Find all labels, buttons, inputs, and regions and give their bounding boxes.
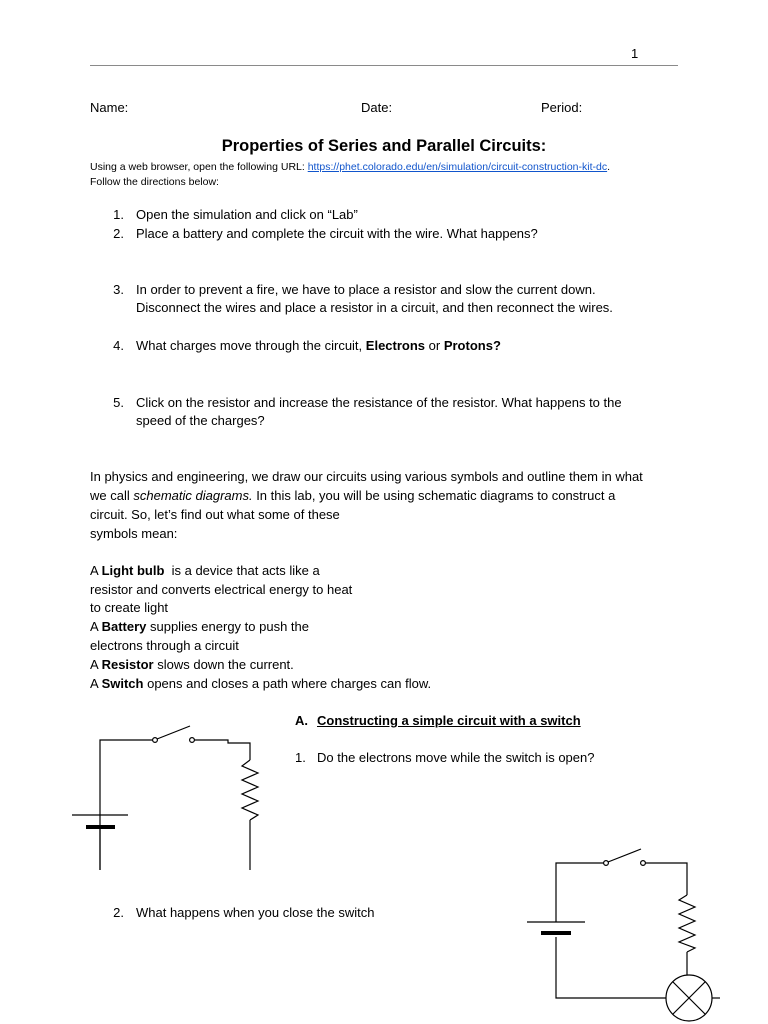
date-label: Date: — [361, 100, 393, 115]
question-number: 1. — [295, 750, 306, 765]
circuit-wire — [556, 863, 604, 922]
step-text-mid: or — [425, 338, 444, 353]
period-label: Period: — [541, 100, 583, 115]
section-a-heading: Constructing a simple circuit with a switch — [317, 713, 581, 728]
circuit-wire — [645, 863, 687, 895]
schematic-term: schematic diagrams. — [133, 488, 253, 503]
resistor-term: Resistor — [101, 657, 154, 672]
step-text: Disconnect the wires and place a resistor in a circuit, and then reconnect the wires. — [136, 300, 613, 315]
definition-text: electrons through a circuit — [90, 638, 239, 653]
light-bulb-filament — [673, 982, 705, 1014]
paragraph-text: we call — [90, 488, 134, 503]
paragraph-text: In this lab, you will be using schematic diagrams to construct a — [252, 488, 616, 503]
section-a-letter: A. — [295, 713, 308, 728]
article: A — [90, 619, 102, 634]
definition-text: opens and closes a path where charges can flow. — [143, 676, 432, 691]
intro-prefix: Using a web browser, open the following URL: — [90, 161, 308, 173]
definition-text: is a device that acts like a — [164, 563, 320, 578]
switch-terminal — [641, 861, 646, 866]
question-text: Do the electrons move while the switch is open? — [317, 750, 595, 765]
paragraph-line: symbols mean: — [90, 526, 178, 541]
electrons-term: Electrons — [365, 338, 426, 353]
simulation-link[interactable]: https://phet.colorado.edu/en/simulation/circuit-construction-kit-dc — [307, 161, 608, 173]
battery-short-plate — [541, 931, 571, 935]
battery-term: Battery — [101, 619, 147, 634]
definition-text: to create light — [90, 600, 169, 615]
step-text: Open the simulation and click on “Lab” — [136, 207, 358, 222]
intro-line-2: Follow the directions below: — [90, 176, 219, 188]
step-text: speed of the charges? — [136, 413, 265, 428]
name-label: Name: — [90, 100, 129, 115]
step-text: In order to prevent a fire, we have to place a resistor and slow the current down. — [136, 282, 596, 297]
step-text: Click on the resistor and increase the resistance of the resistor. What happens to the — [136, 395, 622, 410]
page-title: Properties of Series and Parallel Circuits: — [221, 137, 547, 155]
page-number: 1 — [631, 46, 639, 61]
switch-lever — [608, 849, 641, 862]
light-bulb-term: Light bulb — [101, 563, 165, 578]
article: A — [90, 676, 102, 691]
step-number: 2. — [113, 226, 124, 241]
step-text-prefix: What charges move through the circuit, — [136, 338, 366, 353]
paragraph-line: In physics and engineering, we draw our circuits using various symbols and outline them in what — [90, 469, 643, 484]
article: A — [90, 657, 102, 672]
step-number: 5. — [113, 395, 124, 410]
article: A — [90, 563, 102, 578]
definition-text: supplies energy to push the — [146, 619, 309, 634]
step-number: 3. — [113, 282, 124, 297]
question-text: What happens when you close the switch — [136, 905, 375, 920]
paragraph-line: circuit. So, let’s find out what some of these — [90, 507, 340, 522]
definition-text: resistor and converts electrical energy to heat — [90, 582, 353, 597]
definition-text: slows down the current. — [153, 657, 294, 672]
intro-suffix: . — [607, 161, 611, 173]
switch-term: Switch — [101, 676, 144, 691]
question-number: 2. — [113, 905, 124, 920]
circuit-wire — [556, 937, 666, 998]
switch-terminal — [604, 861, 609, 866]
step-number: 1. — [113, 207, 124, 222]
step-text: Place a battery and complete the circuit with the wire. What happens? — [136, 226, 538, 241]
protons-term: Protons? — [443, 338, 501, 353]
step-number: 4. — [113, 338, 124, 353]
resistor-symbol — [679, 895, 695, 952]
